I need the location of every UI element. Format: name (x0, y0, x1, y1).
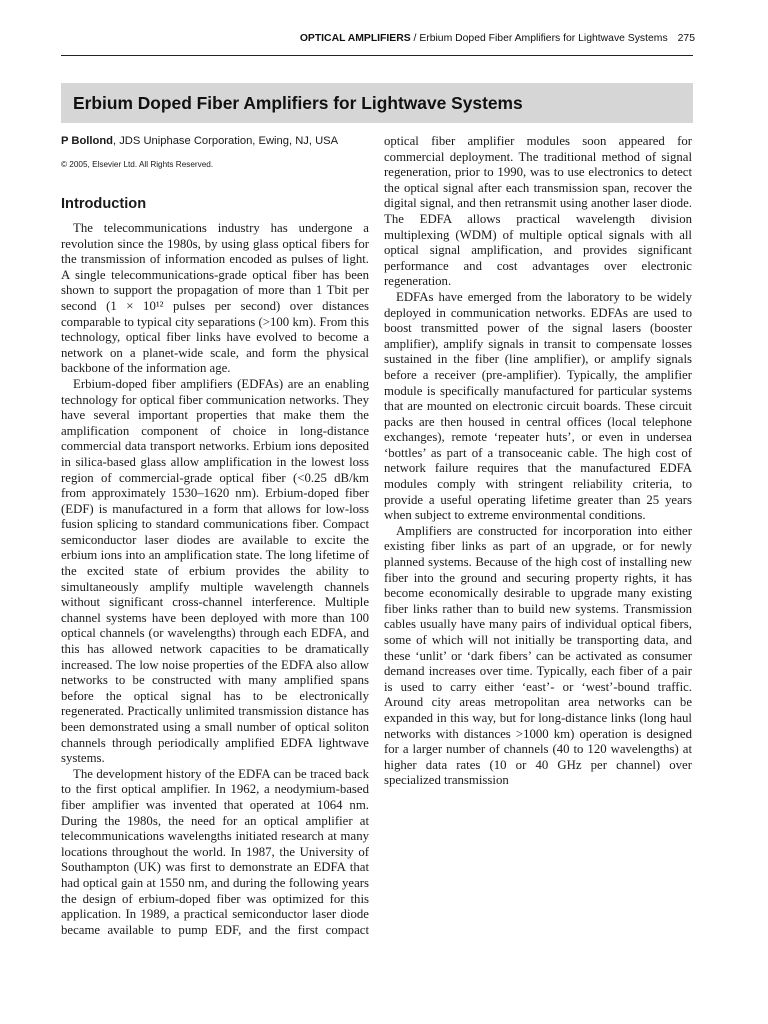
section-heading-introduction: Introduction (61, 196, 147, 212)
section-name: OPTICAL AMPLIFIERS (299, 33, 411, 44)
author-name: P Bollond (61, 135, 113, 147)
right-column (384, 134, 692, 789)
paragraph-4: EDFAs have emerged from the laboratory to be widely deployed in communication networks. EDFAs are used to boost transmitted power of the signal lasers (booster amplifier), amplify signals in transit to compensate losses sustained in the fiber (line amplifier), or amplify signals before a receiver (pre-amplifier). Typically, the amplifier module is specifically manufactured for particular systems that are mounted on electronic circuit boards. These circuit packs are then housed in central offices (local telephone exchanges), remote ‘repeater huts’, or even in undersea ‘bottles’ as part of a transoceanic cable. The high cost of network failure requires that the manufactured EDFA modules comply with stringent reliability criteria, to provide a useful operating lifetime greater than 25 years when subject to extreme environmental conditions. (384, 289, 692, 523)
header-separator: / (410, 33, 420, 44)
left-column (61, 134, 369, 938)
title-band (61, 83, 693, 123)
paragraph-3-continued: optical fiber amplifier modules soon appeared for commercial deployment. The traditional method of signal regeneration, prior to 1990, was to use electronics to detect the optical signal after each transmission span, recover the digital signal, and then retransmit using another laser diode. The EDFA allows practical wavelength division multiplexing (WDM) of multiple optical signals with all optical signal amplification, and provides significant performance and cost advantages over electronic regeneration. (384, 134, 692, 289)
paragraph-2: Erbium-doped fiber amplifiers (EDFAs) are an enabling technology for optical fiber communication networks. They have several important properties that make them the amplification component of choice in long-distance commercial data transport networks. Erbium ions deposited in silica-based glass allow amplification in the lowest loss region of commercial-grade optical fiber (<0.25 dB/km from approximately 1530–1620 nm). Erbium-doped fiber (EDF) is manufactured in a form that allows for low-loss fusion splicing to standard communications fiber. Compact semiconductor laser diodes are available to excite the erbium ions into an amplification state. The long lifetime of the excited state of erbium provides the ability to simultaneously amplify multiple wavelength channels without significant cross-channel interference. Multiple channel systems have been deployed with more than 100 optical channels (or wavelengths) through each EDFA, and this has allowed network capacities to be dramatically increased. The low noise properties of the EDFA also allow networks to be constructed with many amplified spans before the optical signal has to be electronically regenerated. Practically unlimited transmission distance has been demonstrated using a small number of optical soliton channels through periodically amplified EDFA lightwave systems. (61, 376, 369, 766)
author-affiliation: , JDS Uniphase Corporation, Ewing, NJ, USA (113, 135, 339, 147)
paragraph-5: Amplifiers are constructed for incorporation into either existing fiber links as part of an upgrade, or for newly planned systems. Because of the high cost of installing new fiber into the ground and securing property rights, it has become economically desirable to upgrade many existing fiber links rather than to build new systems. Transmission cables usually have many pairs of individual optical fibers, some of which will not initially be transporting data, and these ‘unlit’ or ‘dark fibers’ can be activated as consumer demand increases over time. Typically, each fiber of a pair is used to carry either ‘east’- or ‘west’-bound traffic. Around city areas metropolitan area networks can be expanded in this way, but for long-distance links (long haul networks with distances >1000 km) operation is designed for a larger number of channels (40 to 120 wavelengths) at higher data rates (10 or 40 GHz per channel) over specialized transmission (384, 523, 692, 788)
article-running-title: Erbium Doped Fiber Amplifiers for Lightwave Systems (419, 33, 668, 44)
copyright-notice: © 2005, Elsevier Ltd. All Rights Reserved. (61, 160, 214, 169)
paragraph-1: The telecommunications industry has undergone a revolution since the 1980s, by using glass optical fibers for the transmission of information encoded as pulses of light. A single telecommunications-grade optical fiber has been shown to support the propagation of more than 1 Tbit per second (1 × 10¹² pulses per second) over distances comparable to typical city separations (>100 km). From this technology, optical fiber links have evolved to become a network on a planet-wide scale, and form the physical backbone of the information age. (61, 221, 369, 376)
running-head (300, 33, 695, 44)
article-title: Erbium Doped Fiber Amplifiers for Lightwave Systems (73, 93, 523, 113)
header-rule (61, 55, 693, 56)
article-body (61, 221, 369, 938)
page-number: 275 (677, 33, 695, 44)
author-line (61, 134, 369, 149)
paragraph-3: The development history of the EDFA can be traced back to the first optical amplifier. In 1962, a neodymium-based fiber amplifier was invented that operated at 1064 nm. During the 1980s, the need for an optical amplifier at telecommunications wavelengths initiated research at many locations throughout the world. In 1987, the University of Southampton (UK) was first to demonstrate an EDFA that had optical gain at 1550 nm, and during the following years the design of erbium-doped fiber was optimized for this application. In 1989, a practical semiconductor laser diode became available to pump EDF, and the first compact (61, 766, 369, 937)
